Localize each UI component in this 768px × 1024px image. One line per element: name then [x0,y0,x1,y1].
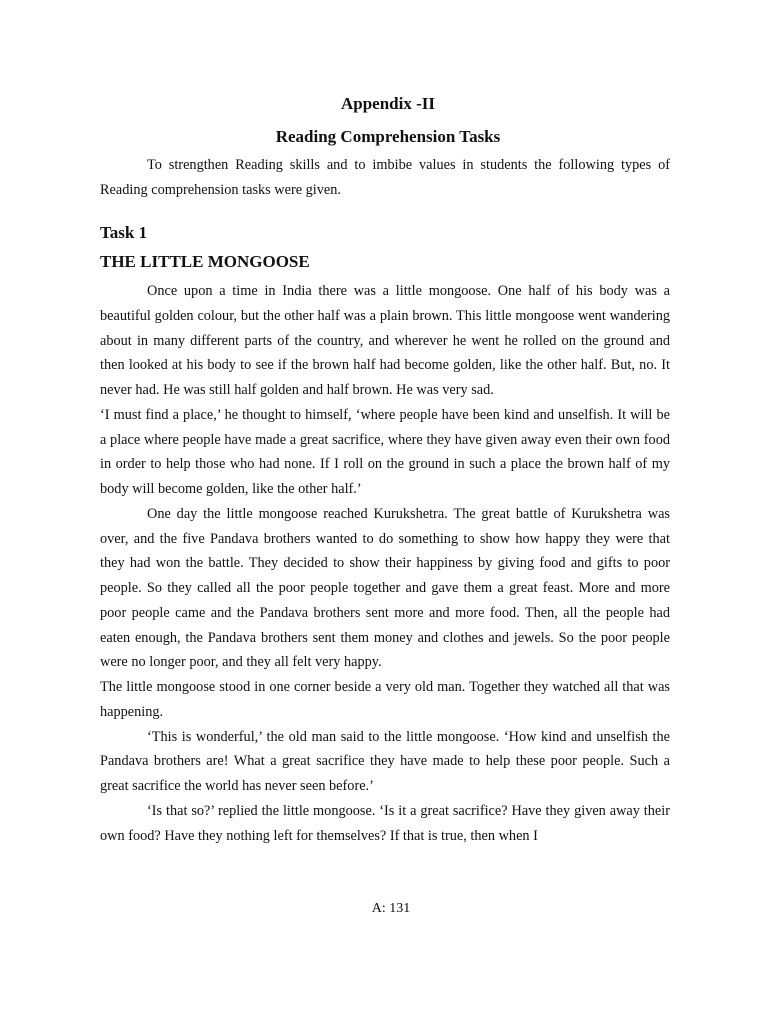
story-paragraph: The little mongoose stood in one corner beside a very old man. Together they watched all that was happening. [100,679,670,720]
page-number: A: 131 [371,901,411,916]
section-subtitle: Reading Comprehension Tasks [275,127,501,146]
story-paragraph: Once upon a time in India there was a little mongoose. One half of his body was a beautiful golden colour, but the other half was a plain brown. This little mongoose went wandering about in many different parts of the country, and wherever he went he rolled on the ground and then looked at his body to see if the brown half had become golden, like the other half. But, no. It never had. He was still half golden and half brown. He was very sad. [100,283,670,398]
story-paragraph: ‘Is that so?’ replied the little mongoose. ‘Is it a great sacrifice? Have they given away their own food? Have they nothing left for themselves? If that is true, then when I [100,802,670,844]
appendix-title: Appendix -II [340,94,435,113]
intro-paragraph: To strengthen Reading skills and to imbibe values in students the following types of Reading comprehension tasks were given. [100,157,670,198]
story-body [100,279,670,848]
task-label: Task 1 [100,223,148,242]
story-paragraph: ‘This is wonderful,’ the old man said to the little mongoose. ‘How kind and unselfish the Pandava brothers are! What a great sacrifice they have made to help these poor people. Such a great sacrifice the world has never seen before.’ [100,728,670,794]
story-paragraph: ‘I must find a place,’ he thought to himself, ‘where people have been kind and unselfish. It will be a place where people have made a great sacrifice, where they have given away even their own food in order to help those who had none. If I roll on the ground in such a place the brown half of my body will become golden, like the other half.’ [100,406,670,497]
story-title: THE LITTLE MONGOOSE [100,252,310,271]
story-paragraph: One day the little mongoose reached Kurukshetra. The great battle of Kurukshetra was over, and the five Pandava brothers wanted to do something to show how happy they were that they had won the battle. They decided to show their happiness by giving food and gifts to poor people. So they called all the poor people together and gave them a great feast. More and more poor people came and the Pandava brothers sent more and more food. Then, all the people had eaten enough, the Pandava brothers sent them money and clothes and jewels. So the poor people were no longer poor, and they all felt very happy. [100,505,670,671]
document-page [100,0,670,1024]
